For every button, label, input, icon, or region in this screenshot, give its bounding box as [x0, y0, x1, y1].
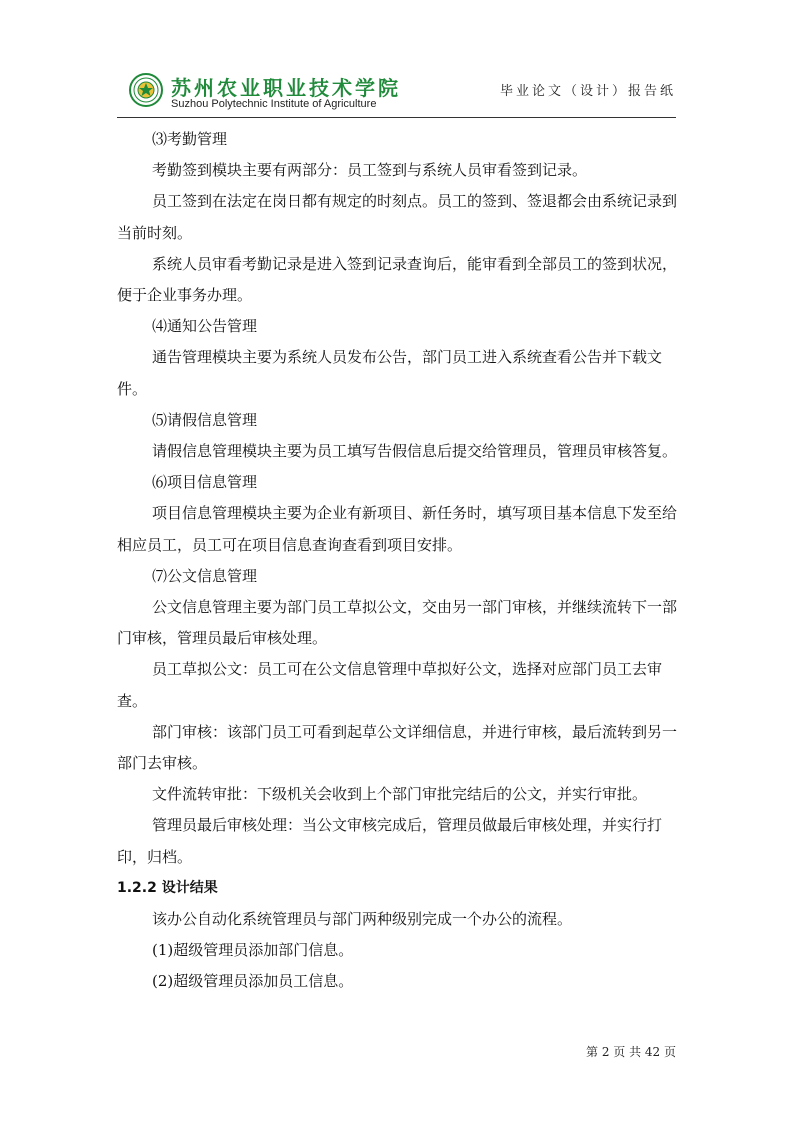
section-heading-project: ⑹项目信息管理 — [152, 473, 258, 492]
body-paragraph: 员工草拟公文：员工可在公文信息管理中草拟好公文，选择对应部门员工去审查。 — [117, 660, 663, 710]
school-emblem-icon — [129, 73, 163, 107]
page-header — [117, 68, 676, 118]
body-paragraph: 项目信息管理模块主要为企业有新项目、新任务时，填写项目基本信息下发至给相应员工，员工可在项目信息查询查看到项目安排。 — [117, 504, 678, 554]
list-item: (2)超级管理员添加员工信息。 — [152, 972, 354, 991]
document-body — [117, 124, 677, 998]
school-name-chinese: 苏州农业职业技术学院 — [171, 76, 401, 100]
subsection-heading-design-result: 1.2.2 设计结果 — [117, 879, 218, 896]
body-paragraph: 通告管理模块主要为系统人员发布公告，部门员工进入系统查看公告并下载文件。 — [117, 348, 663, 398]
body-paragraph: 文件流转审批：下级机关会收到上个部门审批完结后的公文，并实行审批。 — [152, 785, 648, 804]
section-heading-document: ⑺公文信息管理 — [152, 566, 258, 585]
document-type-label: 毕业论文（设计）报告纸 — [499, 84, 676, 99]
body-paragraph: 员工签到在法定在岗日都有规定的时刻点。员工的签到、签退都会由系统记录到当前时刻。 — [117, 192, 678, 242]
page-number: 第 2 页 共 42 页 — [586, 1045, 676, 1059]
body-paragraph: 系统人员审看考勤记录是进入签到记录查询后，能审看到全部员工的签到状况，便于企业事务办理。 — [117, 254, 678, 305]
header-divider — [117, 117, 676, 118]
body-paragraph: 公文信息管理主要为部门员工草拟公文，交由另一部门审核，并继续流转下一部门审核，管理员最后审核处理。 — [117, 598, 678, 648]
section-heading-attendance: ⑶考勤管理 — [152, 130, 228, 148]
body-paragraph: 部门审核：该部门员工可看到起草公文详细信息，并进行审核，最后流转到另一部门去审核。 — [117, 722, 678, 773]
school-name-english: Suzhou Polytechnic Institute of Agriculture — [171, 98, 377, 110]
body-paragraph: 管理员最后审核处理：当公文审核完成后，管理员做最后审核处理，并实行打印，归档。 — [117, 816, 663, 866]
body-paragraph: 请假信息管理模块主要为员工填写告假信息后提交给管理员，管理员审核答复。 — [152, 442, 678, 461]
section-heading-leave: ⑸请假信息管理 — [152, 410, 258, 429]
section-heading-notice: ⑷通知公告管理 — [152, 317, 258, 336]
body-paragraph: 该办公自动化系统管理员与部门两种级别完成一个办公的流程。 — [152, 910, 573, 929]
list-item: (1)超级管理员添加部门信息。 — [152, 941, 354, 960]
body-paragraph: 考勤签到模块主要有两部分：员工签到与系统人员审看签到记录。 — [152, 161, 588, 180]
